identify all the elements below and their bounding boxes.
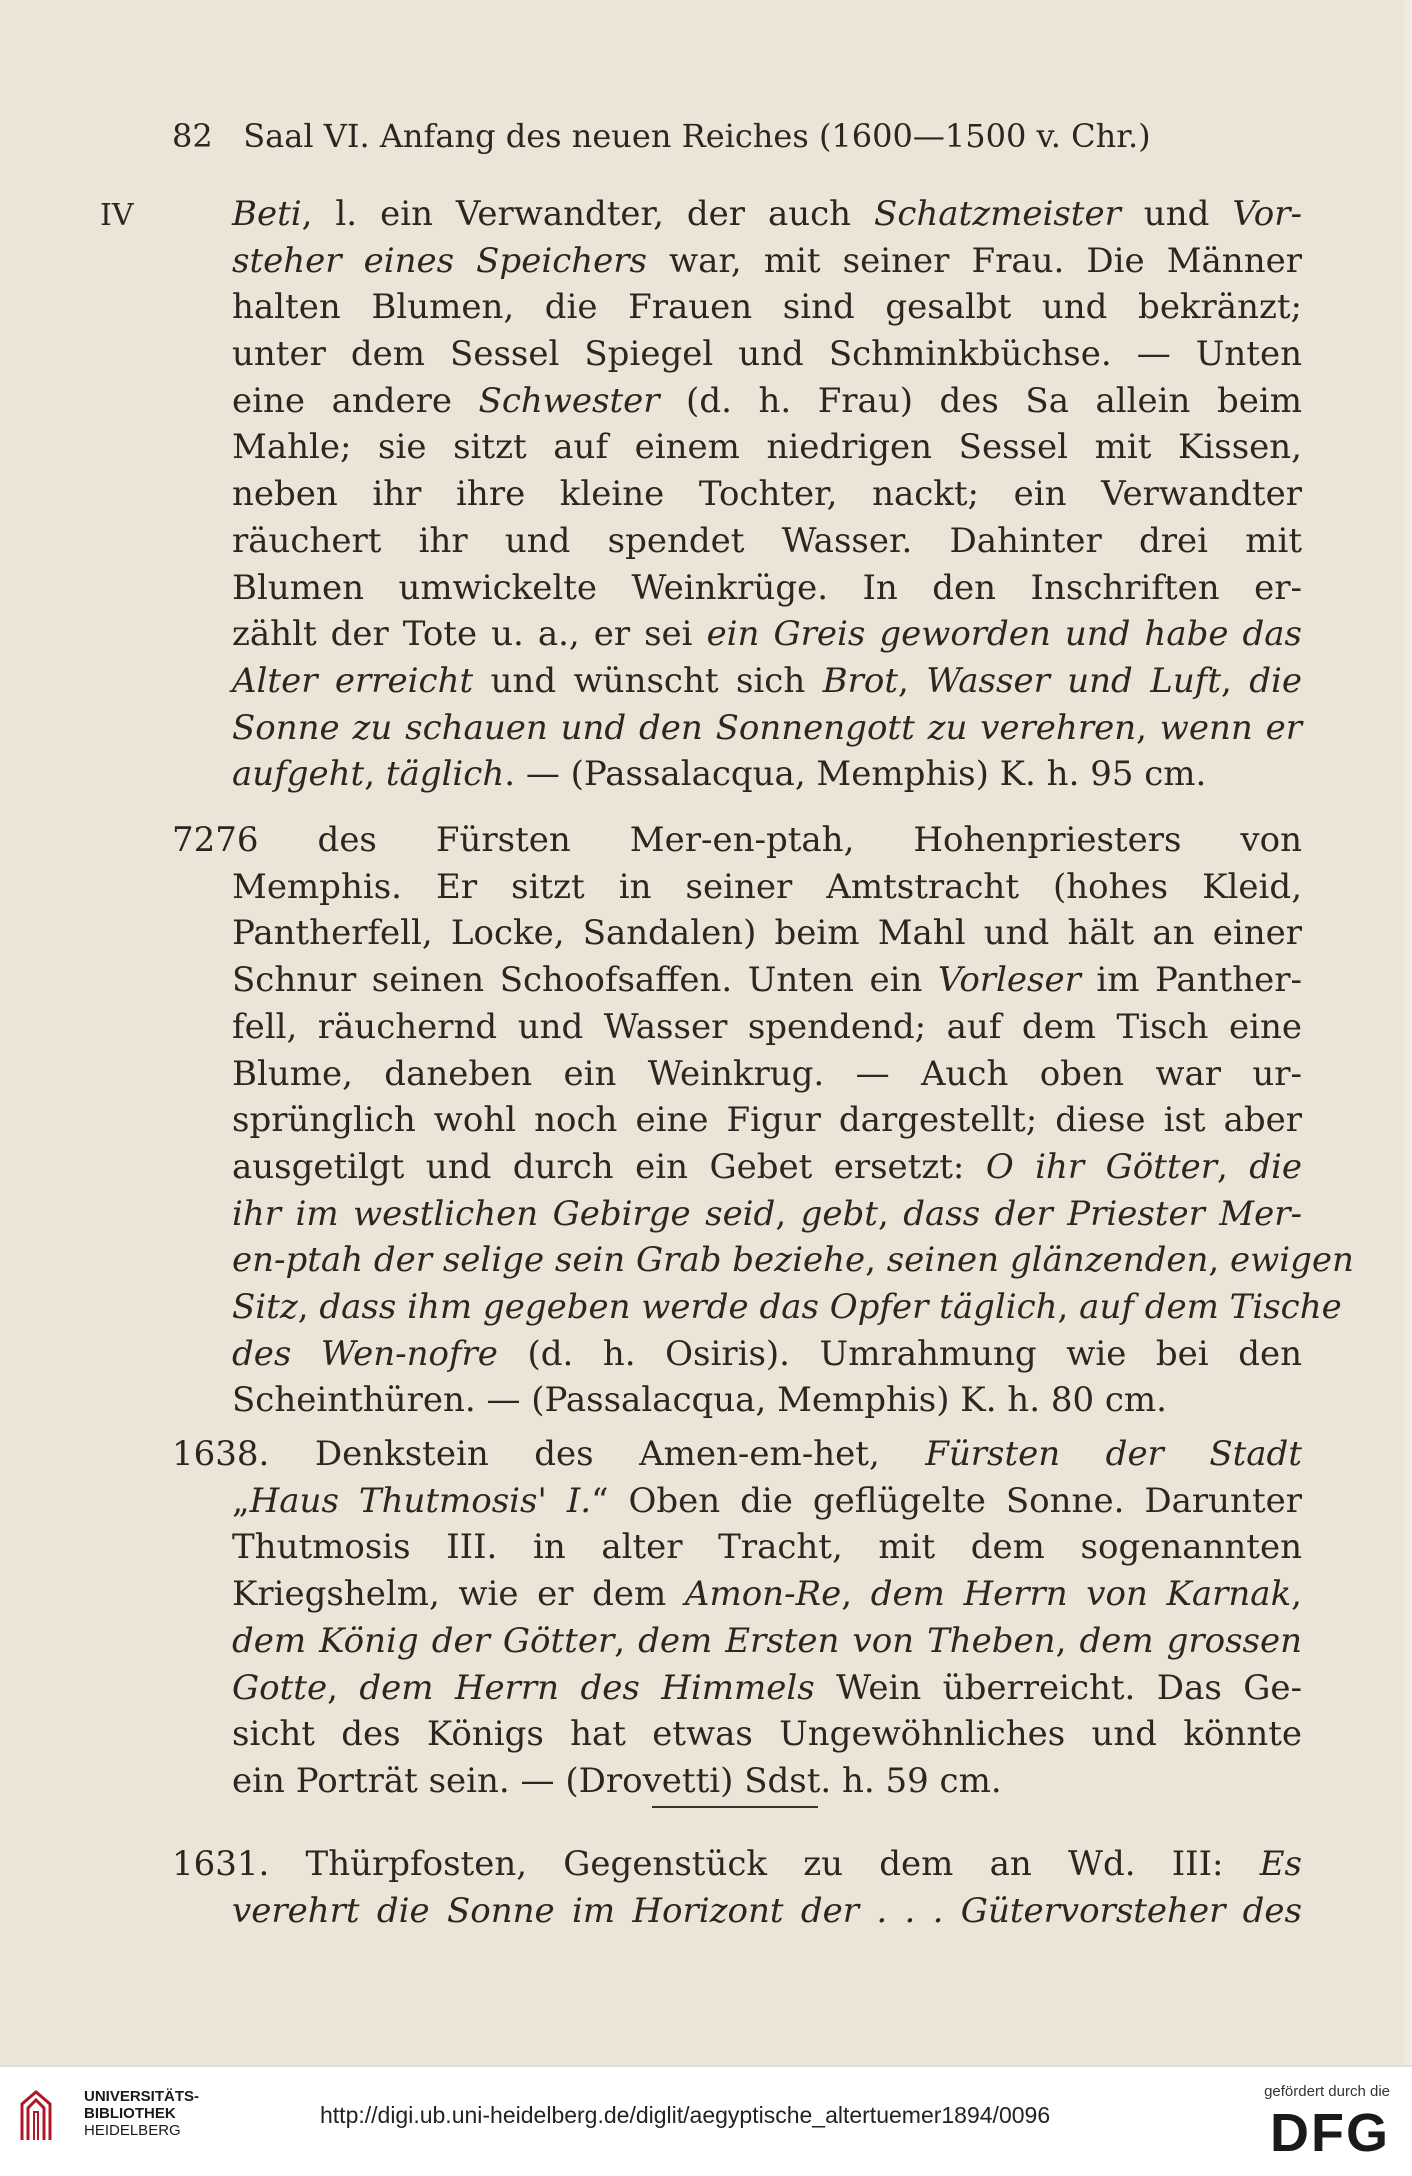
entry-7276-line: Blume, daneben ein Weinkrug. — Auch oben war ur-: [232, 1054, 1302, 1094]
library-name: [84, 2088, 199, 2139]
entry-7276-line: sprünglich wohl noch eine Figur dargestellt; diese ist aber: [232, 1100, 1302, 1140]
entry-7276-line: ausgetilgt und durch ein Gebet ersetzt: O ihr Götter, die: [232, 1147, 1302, 1187]
entry-1638-line: dem König der Götter, dem Ersten von Theben, dem grossen: [232, 1621, 1303, 1661]
source-url-link[interactable]: http://digi.ub.uni-heidelberg.de/diglit/aegyptische_altertuemer1894/0096: [320, 2102, 1051, 2128]
text-line: Blumen umwickelte Weinkrüge. In den Inschriften er-: [232, 568, 1302, 608]
entry-7276-line: fell, räuchernd und Wasser spendend; auf dem Tisch eine: [232, 1007, 1302, 1047]
entry-7276-line: Memphis. Er sitzt in seiner Amtstracht (hohes Kleid,: [232, 867, 1302, 907]
text-line: steher eines Speichers war, mit seiner Frau. Die Männer: [232, 241, 1302, 281]
entry-1638-line: Thutmosis III. in alter Tracht, mit dem sogenannten: [232, 1527, 1302, 1567]
text-line: aufgeht, täglich. — (Passalacqua, Memphis) K. h. 95 cm.: [232, 754, 1207, 794]
text-line: Mahle; sie sitzt auf einem niedrigen Sessel mit Kissen,: [232, 427, 1302, 467]
entry-7276-line: Scheinthüren. — (Passalacqua, Memphis) K. h. 80 cm.: [232, 1380, 1167, 1420]
entry-7276-line: des Wen-nofre (d. h. Osiris). Umrahmung wie bei den: [232, 1334, 1302, 1374]
entry-1638-line: Kriegshelm, wie er dem Amon-Re, dem Herrn von Karnak,: [232, 1574, 1302, 1614]
text-line: eine andere Schwester (d. h. Frau) des Sa allein beim: [232, 381, 1302, 421]
page-edge: [1402, 0, 1412, 2065]
text-line: neben ihr ihre kleine Tochter, nackt; ein Verwandter: [232, 474, 1302, 514]
text-line: Alter erreicht und wünscht sich Brot, Wasser und Luft, die: [232, 661, 1303, 701]
page-number: 82: [172, 117, 213, 155]
section-rule: [652, 1806, 818, 1808]
entry-7276-line: ihr im westlichen Gebirge seid, gebt, dass der Priester Mer-: [232, 1194, 1302, 1234]
text-line: Beti, l. ein Verwandter, der auch Schatzmeister und Vor-: [232, 194, 1302, 234]
text-line: Sonne zu schauen und den Sonnengott zu verehren, wenn er: [232, 708, 1302, 748]
running-title: Saal VI. Anfang des neuen Reiches (1600—1500 v. Chr.): [243, 117, 1151, 155]
text-line: unter dem Sessel Spiegel und Schminkbüchse. — Unten: [232, 334, 1302, 374]
dfg-logo: DFG: [1270, 2103, 1390, 2163]
running-header: [172, 117, 1151, 155]
entry-1638-line: Gotte, dem Herrn des Himmels Wein überreicht. Das Ge-: [232, 1668, 1302, 1708]
sponsor-label: gefördert durch die: [1264, 2083, 1390, 2100]
text-line: halten Blumen, die Frauen sind gesalbt und bekränzt;: [232, 287, 1302, 327]
margin-mark: IV: [100, 198, 134, 233]
entry-7276-line: 7276 des Fürsten Mer-en-ptah, Hohenpriesters von: [172, 820, 1302, 860]
entry-1631-line: verehrt die Sonne im Horizont der . . . Gütervorsteher des: [232, 1891, 1302, 1931]
entry-7276-line: en-ptah der selige sein Grab beziehe, seinen glänzenden, ewigen: [232, 1240, 1354, 1280]
entry-7276-line: Sitz, dass ihm gegeben werde das Opfer täglich, auf dem Tische: [232, 1287, 1342, 1327]
entry-1638-line: „Haus Thutmosis' I.“ Oben die geflügelte Sonne. Darunter: [232, 1481, 1302, 1521]
library-logo-icon: [18, 2090, 54, 2142]
library-line-1: UNIVERSITÄTS-: [84, 2088, 200, 2105]
entry-1638-line: 1638. Denkstein des Amen-em-het, Fürsten der Stadt: [172, 1434, 1302, 1474]
entry-7276-line: Pantherfell, Locke, Sandalen) beim Mahl und hält an einer: [232, 913, 1302, 953]
entry-1631-line: 1631. Thürpfosten, Gegenstück zu dem an Wd. III: Es: [172, 1844, 1302, 1884]
entry-7276-line: Schnur seinen Schoofsaffen. Unten ein Vorleser im Panther-: [232, 960, 1302, 1000]
entry-1638-line: ein Porträt sein. — (Drovetti) Sdst. h. 59 cm.: [232, 1761, 1002, 1801]
entry-1638-line: sicht des Königs hat etwas Ungewöhnliches und könnte: [232, 1714, 1302, 1754]
library-line-3: HEIDELBERG: [84, 2122, 181, 2139]
library-line-2: BIBLIOTHEK: [84, 2105, 176, 2122]
text-line: zählt der Tote u. a., er sei ein Greis geworden und habe das: [232, 614, 1302, 654]
text-line: räuchert ihr und spendet Wasser. Dahinter drei mit: [232, 521, 1302, 561]
